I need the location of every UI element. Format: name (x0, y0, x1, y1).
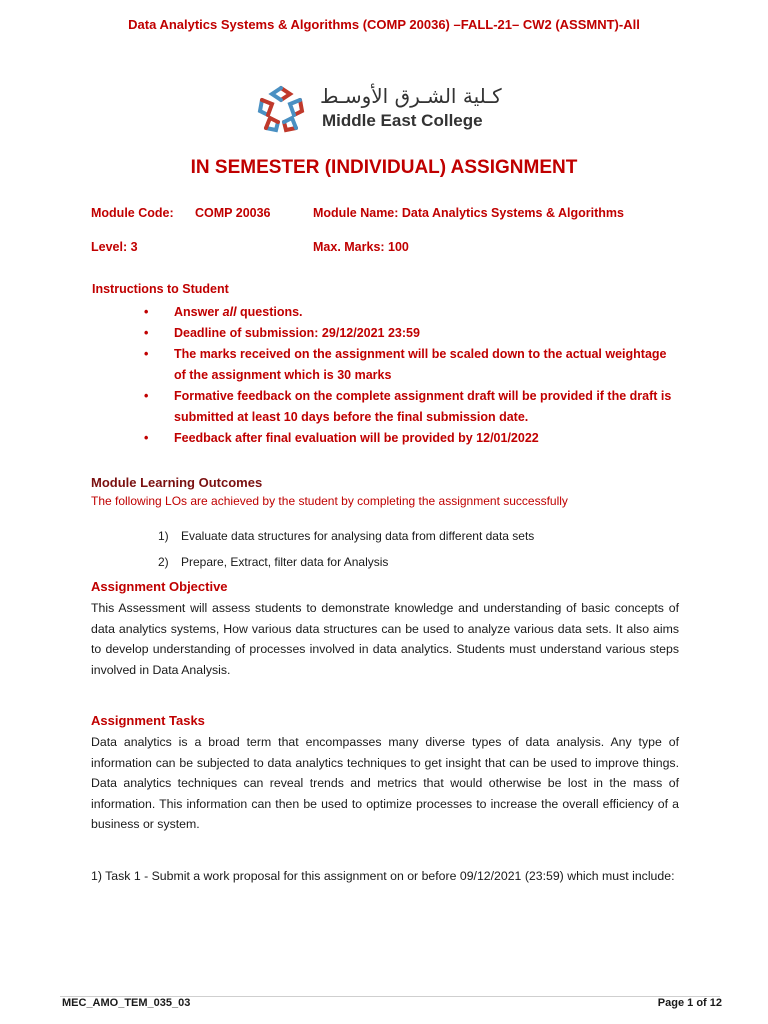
instructions-section (92, 282, 692, 449)
document-title: IN SEMESTER (INDIVIDUAL) ASSIGNMENT (190, 157, 578, 178)
module-level: Level: 3 (91, 240, 138, 254)
module-name: Module Name: Data Analytics Systems & Algorithms (313, 206, 624, 220)
objective-text: This Assessment will assess students to demonstrate knowledge and understanding of basic concepts of data analytics systems, How various data structures can be used to analyze various data sets. It also aims to develop understanding of processes involved in data analytics. Students must understand various steps involved in Data Analysis. (91, 601, 679, 677)
objective-heading: Assignment Objective (91, 579, 228, 594)
instructions-heading: Instructions to Student (92, 282, 229, 296)
module-code-label: Module Code: (91, 206, 174, 220)
instruction-item: • Formative feedback on the complete assignment draft will be provided if the draft is submitted at least 10 days before the final submission date. (144, 389, 672, 424)
learning-outcome-number: 1) (158, 529, 169, 543)
college-emblem-icon (250, 82, 312, 140)
document-header: Data Analytics Systems & Algorithms (COMP 20036) –FALL-21– CW2 (ASSMNT)-All (128, 17, 640, 32)
learning-outcomes-heading: Module Learning Outcomes (91, 475, 263, 490)
module-max-marks: Max. Marks: 100 (313, 240, 409, 254)
instruction-item: • Deadline of submission: 29/12/2021 23:59 (144, 326, 420, 340)
instruction-item: • Answer all questions. (144, 305, 303, 319)
logo-arabic-text: كـلية الشـرق الأوسـط (320, 84, 502, 108)
instruction-item: • Feedback after final evaluation will be provided by 12/01/2022 (144, 431, 539, 445)
learning-outcome-text: Prepare, Extract, filter data for Analysis (181, 555, 389, 569)
module-code-value: COMP 20036 (195, 206, 271, 220)
task-1-text: 1) Task 1 - Submit a work proposal for this assignment on or before 09/12/2021 (23:59) which must include: (91, 869, 675, 883)
instruction-item: • The marks received on the assignment will be scaled down to the actual weightage of the assignment which is 30 marks (144, 347, 667, 382)
footer-document-code: MEC_AMO_TEM_035_03 (62, 997, 191, 1009)
logo-english-text: Middle East College (322, 111, 483, 130)
college-logo (250, 82, 520, 140)
learning-outcome-number: 2) (158, 555, 169, 569)
footer-page-number: Page 1 of 12 (657, 997, 722, 1009)
tasks-heading: Assignment Tasks (91, 713, 205, 728)
learning-outcome-text: Evaluate data structures for analysing data from different data sets (181, 529, 535, 543)
tasks-text: Data analytics is a broad term that encompasses many diverse types of data analysis. Any type of information can be subjected to data analytics techniques to get insight that can be used to improve things. Data analytics techniques can reveal trends and metrics that would otherwise be lost in the mass of information. This information can then be used to optimize processes to increase the overall efficiency of a business or system. (91, 735, 679, 831)
learning-outcomes-subtitle: The following LOs are achieved by the student by completing the assignment successfully (91, 494, 568, 508)
